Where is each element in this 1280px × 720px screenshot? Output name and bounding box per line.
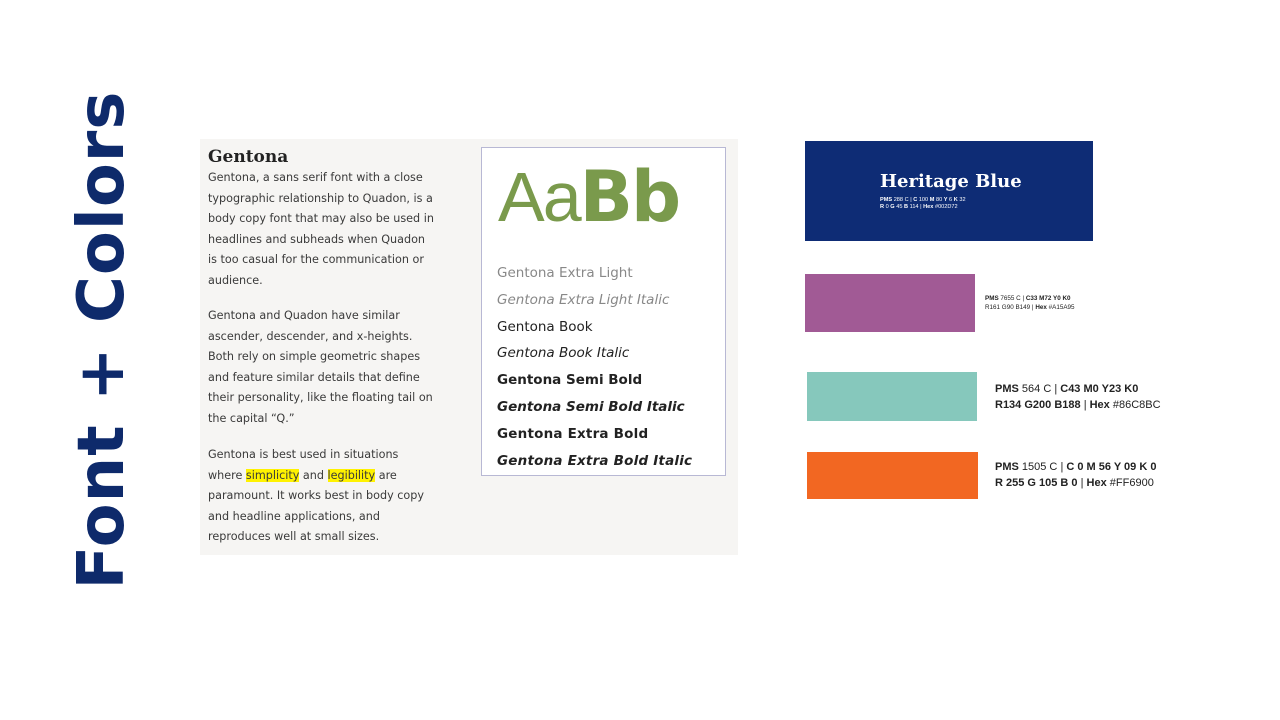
weight-semi-bold-italic: Gentona Semi Bold Italic: [497, 398, 685, 415]
rgb-value: R134 G200 B188: [995, 398, 1081, 411]
swatch-purple: [805, 274, 975, 332]
pms-label: PMS: [880, 197, 893, 203]
k-value: 32: [959, 197, 966, 203]
hex-label: Hex: [1086, 476, 1107, 489]
y-label: Y: [943, 197, 948, 203]
color-spec: [880, 197, 1080, 212]
separator: |: [1083, 398, 1087, 411]
font-panel: [200, 139, 738, 555]
specimen-glyphs: [498, 154, 679, 240]
color-spec-teal: [995, 382, 1161, 413]
page-title: Font + Colors: [65, 90, 139, 590]
highlight-legibility: legibility: [327, 468, 376, 482]
swatch-heritage-blue: [805, 141, 1093, 241]
hex-value: #A15A95: [1048, 304, 1075, 311]
description-paragraph: Gentona, a sans serif font with a close typographic relationship to Quadon, is a body copy font that may also be used in headlines and subheads when Quadon is too casual for the communication or audience.: [208, 171, 434, 287]
weight-semi-bold: Gentona Semi Bold: [497, 372, 643, 389]
font-description-3: [208, 445, 434, 548]
hex-value: #FF6900: [1109, 476, 1154, 489]
specimen-light: Aa: [498, 158, 580, 236]
c-value: 100: [918, 197, 929, 203]
hex-label: Hex: [1089, 398, 1110, 411]
weight-extra-light: Gentona Extra Light: [497, 265, 633, 281]
hex-value: #002D72: [934, 204, 958, 211]
pms-value: 564 C: [1021, 383, 1052, 395]
r-value: 0: [885, 204, 889, 211]
paragraph-text: are paramount. It works best in body copy and headline applications, and reproduces well at small sizes.: [208, 468, 424, 544]
weight-extra-bold-italic: Gentona Extra Bold Italic: [497, 452, 693, 469]
m-label: M: [929, 197, 935, 203]
weight-book-italic: Gentona Book Italic: [497, 345, 630, 362]
rgb-value: R161 G90 B149: [985, 304, 1031, 311]
c-label: C: [913, 197, 918, 203]
description-paragraph: [208, 445, 434, 548]
pms-label: PMS: [985, 295, 999, 302]
color-spec-orange: [995, 460, 1156, 491]
y-value: 6: [949, 197, 953, 203]
r-label: R: [880, 204, 885, 211]
specimen-bold: Bb: [579, 156, 680, 238]
b-value: 114: [909, 204, 919, 211]
separator: |: [1022, 295, 1025, 302]
separator: |: [1060, 461, 1064, 473]
font-description-2: [208, 306, 434, 430]
font-specimen-box: [481, 147, 726, 476]
separator: |: [910, 197, 912, 203]
pms-label: PMS: [995, 461, 1019, 473]
paragraph-text: and: [299, 468, 328, 482]
b-label: B: [904, 204, 909, 211]
separator: |: [920, 204, 922, 211]
font-description-1: [208, 168, 434, 292]
swatch-orange: [807, 452, 978, 499]
font-name: Gentona: [208, 147, 289, 167]
separator: |: [1031, 304, 1034, 311]
color-spec-purple: [985, 294, 1075, 312]
weight-book: Gentona Book: [497, 318, 593, 335]
color-name: Heritage Blue: [880, 171, 1022, 192]
cmyk-value: C43 M0 Y23 K0: [1060, 383, 1139, 395]
highlight-simplicity: simplicity: [245, 468, 300, 482]
swatch-teal: [807, 372, 977, 421]
hex-value: #86C8BC: [1112, 398, 1161, 411]
rgb-value: R 255 G 105 B 0: [995, 476, 1078, 489]
hex-label: Hex: [923, 204, 934, 211]
cmyk-value: C33 M72 Y0 K0: [1025, 295, 1071, 302]
weight-extra-light-italic: Gentona Extra Light Italic: [497, 291, 670, 308]
pms-value: 7655 C: [1000, 295, 1021, 302]
weight-extra-bold: Gentona Extra Bold: [497, 425, 649, 442]
m-value: 80: [935, 197, 943, 203]
g-label: G: [890, 204, 895, 211]
pms-label: PMS: [995, 383, 1019, 395]
k-label: K: [953, 197, 958, 203]
separator: |: [1080, 476, 1084, 489]
g-value: 45: [896, 204, 903, 211]
cmyk-value: C 0 M 56 Y 09 K 0: [1066, 461, 1157, 473]
separator: |: [1054, 383, 1058, 395]
hex-label: Hex: [1035, 304, 1047, 311]
pms-value: 288 C: [893, 197, 909, 203]
pms-value: 1505 C: [1021, 461, 1058, 473]
weight-list: [497, 260, 692, 474]
description-paragraph: Gentona and Quadon have similar ascender, descender, and x-heights. Both rely on simple geometric shapes and feature similar details that define their personality, like the floating tail on the capital “Q.”: [208, 309, 433, 425]
paragraph-text: Gentona is best used in situations where: [208, 448, 399, 482]
